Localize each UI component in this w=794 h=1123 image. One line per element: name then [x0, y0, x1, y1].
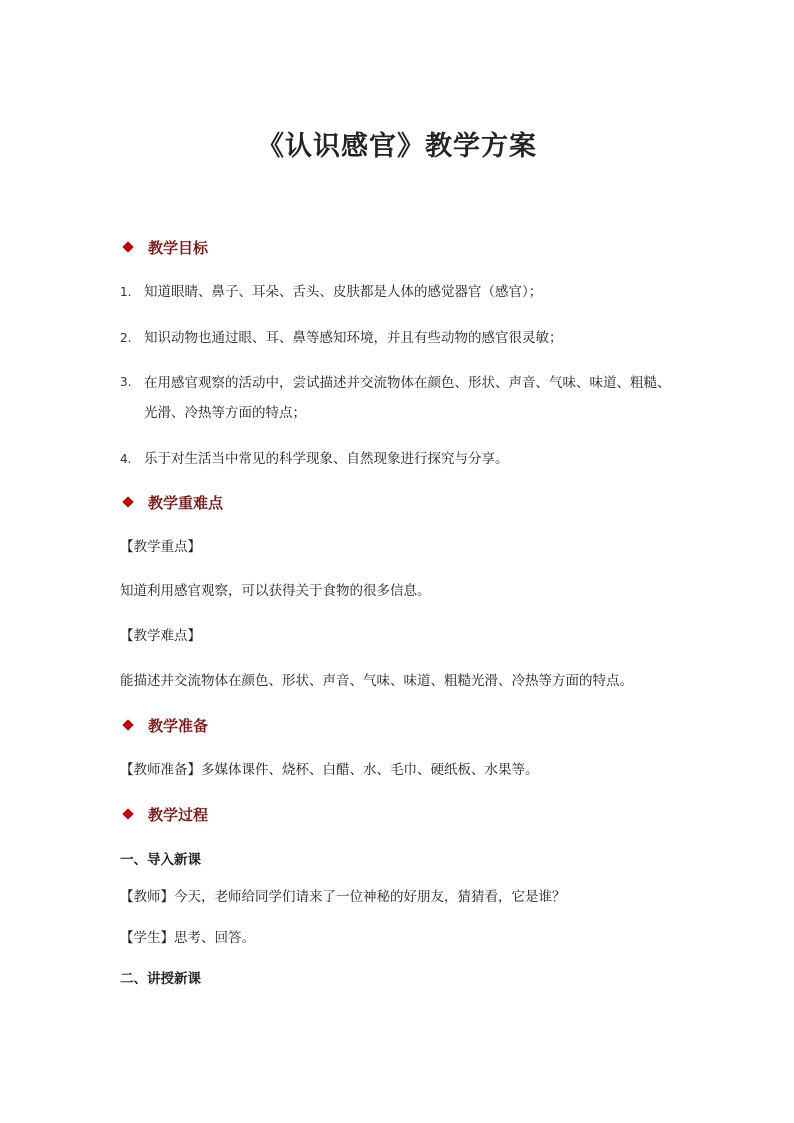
diamond-bullet-icon	[122, 719, 133, 730]
list-item-number: 3.	[120, 375, 132, 389]
preparation-text: 【教师准备】多媒体课件、烧杯、白醋、水、毛巾、硬纸板、水果等。	[120, 762, 539, 778]
difficulty-label: 【教学难点】	[120, 628, 201, 644]
list-item-text: 在用感官观察的活动中，尝试描述并交流物体在颜色、形状、声音、气味、味道、粗糙、光滑、冷热等方面的特点；	[144, 375, 671, 421]
list-item-number: 2.	[120, 331, 132, 345]
diamond-bullet-icon	[122, 808, 133, 819]
section-heading-label: 教学目标	[148, 238, 209, 257]
list-item	[120, 324, 680, 352]
diamond-bullet-icon	[122, 241, 133, 252]
part-title-intro: 一、导入新课	[120, 852, 201, 868]
focus-label: 【教学重点】	[120, 539, 201, 555]
teacher-line: 【教师】今天，老师给同学们请来了一位神秘的好朋友，猜猜看，它是谁？	[120, 889, 566, 905]
list-item	[120, 278, 680, 306]
section-heading-preparation	[122, 714, 208, 736]
diamond-bullet-icon	[122, 496, 133, 507]
section-heading-process	[122, 803, 208, 825]
section-heading-label: 教学准备	[148, 716, 209, 735]
list-item	[120, 368, 680, 428]
section-heading-label: 教学重难点	[148, 493, 224, 512]
section-heading-label: 教学过程	[148, 805, 209, 824]
document-title: 《认识感官》教学方案	[257, 131, 537, 162]
part-title-new-lesson: 二、讲授新课	[120, 971, 201, 987]
student-line: 【学生】思考、回答。	[120, 930, 255, 946]
list-item-text: 乐于对生活当中常见的科学现象、自然现象进行探究与分享。	[144, 451, 509, 467]
list-item	[120, 445, 680, 473]
list-item-text: 知识动物也通过眼、耳、鼻等感知环境，并且有些动物的感官很灵敏；	[144, 330, 563, 346]
section-heading-goals	[122, 236, 208, 258]
focus-text: 知道利用感官观察，可以获得关于食物的很多信息。	[120, 583, 431, 599]
difficulty-text: 能描述并交流物体在颜色、形状、声音、气味、味道、粗糙光滑、冷热等方面的特点。	[120, 673, 633, 689]
list-item-number: 1.	[120, 285, 132, 299]
list-item-number: 4.	[120, 452, 132, 466]
section-heading-key-points	[122, 491, 223, 513]
list-item-text: 知道眼睛、鼻子、耳朵、舌头、皮肤都是人体的感觉器官（感官）；	[144, 284, 543, 300]
